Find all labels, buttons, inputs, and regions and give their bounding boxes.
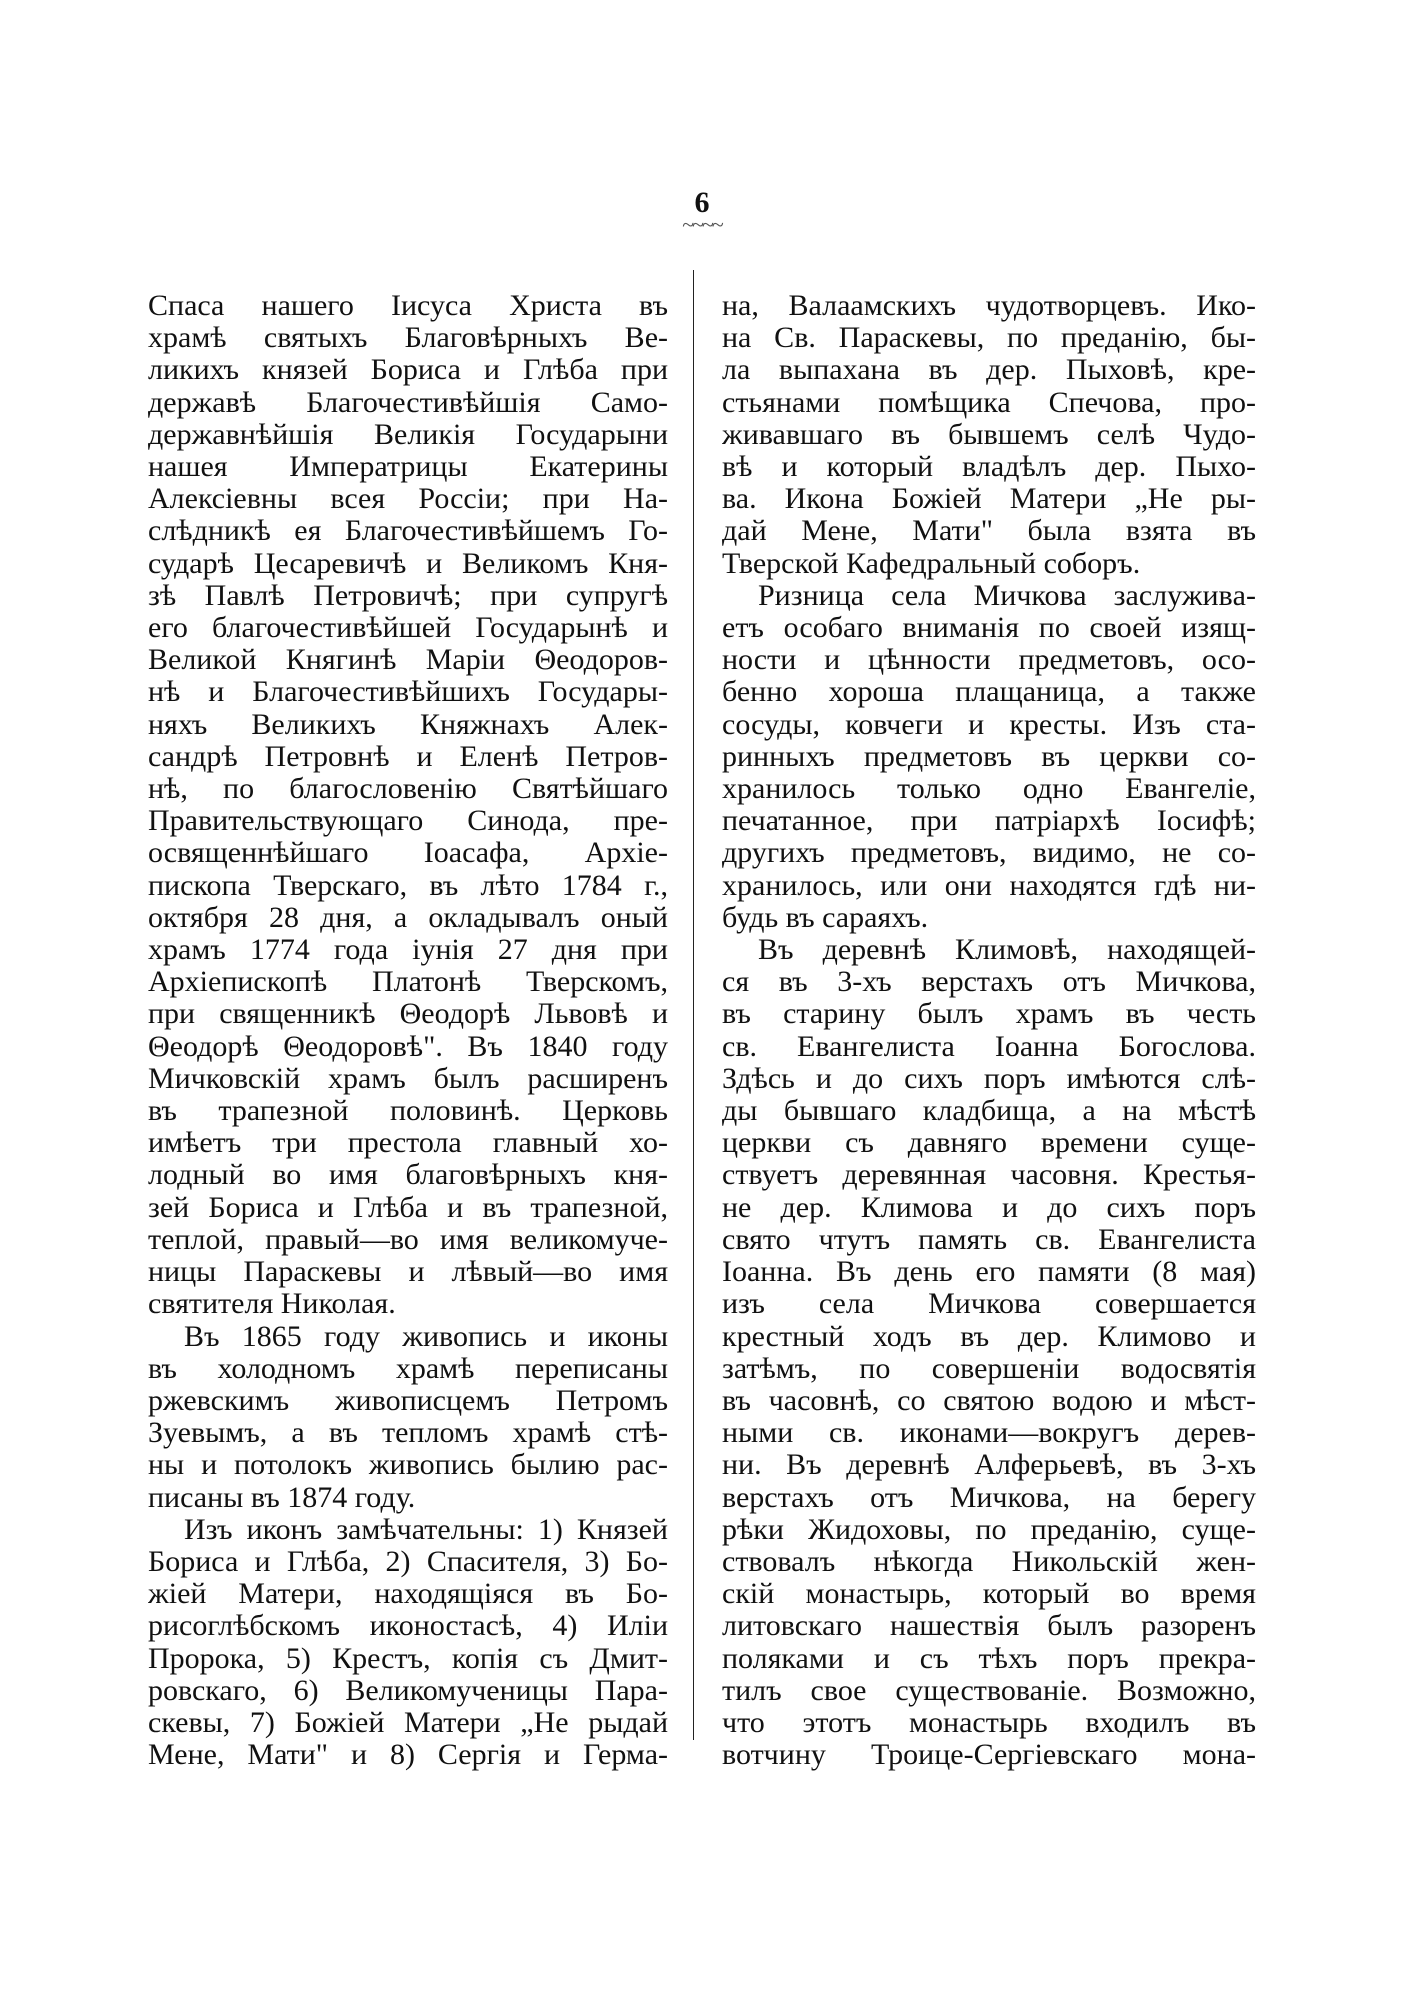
text-line: пископа Тверскаго, въ лѣто 1784 г., — [148, 869, 668, 902]
text-line: другихъ предметовъ, видимо, не со- — [722, 837, 1256, 870]
text-line: храмъ 1774 года іунія 27 дня при — [148, 934, 668, 967]
text-line: Зуевымъ, а въ тепломъ храмѣ стѣ- — [148, 1417, 668, 1450]
text-line: сандрѣ Петровнѣ и Еленѣ Петров- — [148, 740, 668, 773]
text-line: ницы Параскевы и лѣвый—во имя — [148, 1256, 668, 1289]
text-line: тилъ свое существованіе. Возможно, — [722, 1674, 1256, 1707]
text-line: затѣмъ, по совершеніи водосвятія — [722, 1352, 1256, 1385]
text-line: Тверской Кафедральный соборъ. — [722, 547, 1141, 580]
text-line: Въ 1865 году живопись и иконы — [184, 1320, 668, 1353]
text-line: Θеодорѣ Θеодоровѣ". Въ 1840 году — [148, 1030, 668, 1063]
text-line: печатанное, при патріархѣ Іосифѣ; — [722, 805, 1256, 838]
text-line: державѣ Благочестивѣйшія Само- — [148, 386, 668, 419]
text-line: рисоглѣбскомъ иконостасѣ, 4) Иліи — [148, 1610, 668, 1643]
text-line: дай Мене, Мати" была взята въ — [722, 515, 1256, 548]
text-line: Правительствующаго Синода, пре- — [148, 805, 668, 838]
text-line: крестный ходъ въ дер. Климово и — [722, 1320, 1256, 1353]
page-number: 6 — [694, 186, 710, 219]
text-line: ни. Въ деревнѣ Алферьевѣ, въ 3-хъ — [722, 1449, 1256, 1482]
left-column — [148, 290, 668, 1771]
text-line: державнѣйшія Великія Государыни — [148, 418, 668, 451]
text-line: литовскаго нашествія былъ разоренъ — [722, 1610, 1256, 1643]
text-line: нѣ, по благословенію Святѣйшаго — [148, 773, 668, 806]
text-line: ла выпахана въ дер. Пыховѣ, кре- — [722, 354, 1256, 387]
text-line: Мичковскій храмъ былъ расширенъ — [148, 1062, 668, 1095]
text-line: на Св. Параскевы, по преданію, бы- — [722, 322, 1256, 355]
text-line: октября 28 дня, а окладывалъ оный — [148, 901, 668, 934]
column-divider — [693, 270, 694, 1740]
text-line: вѣ и который владѣлъ дер. Пыхо- — [722, 451, 1256, 484]
text-line: сударѣ Цесаревичѣ и Великомъ Кня- — [148, 547, 668, 580]
text-line: Изъ иконъ замѣчательны: 1) Князей — [184, 1513, 668, 1546]
text-line: въ трапезной половинѣ. Церковь — [148, 1095, 668, 1128]
text-line: верстахъ отъ Мичкова, на берегу — [722, 1481, 1256, 1514]
text-line: стьянами помѣщика Спечова, про- — [722, 386, 1256, 419]
text-line: ными св. иконами—вокругъ дерев- — [722, 1417, 1256, 1450]
text-line: ржевскимъ живописцемъ Петромъ — [148, 1384, 668, 1417]
text-line: на, Валаамскихъ чудотворцевъ. Ико- — [722, 290, 1256, 322]
text-line: сосуды, ковчеги и кресты. Изъ ста- — [722, 708, 1256, 741]
page-number-ornament: ~~~~ — [682, 212, 722, 237]
text-line: Пророка, 5) Крестъ, копія съ Дмит- — [148, 1642, 668, 1675]
text-line: хранилось, или они находятся гдѣ ни- — [722, 869, 1256, 902]
text-line: писаны въ 1874 году. — [148, 1481, 416, 1514]
text-line: нѣ и Благочестивѣйшихъ Государы- — [148, 676, 668, 709]
text-line: няхъ Великихъ Княжнахъ Алек- — [148, 708, 668, 741]
text-line: теплой, правый—во имя великомуче- — [148, 1223, 668, 1256]
text-line: свято чтутъ память св. Евангелиста — [722, 1223, 1256, 1256]
text-line: рѣки Жидоховы, по преданію, суще- — [722, 1513, 1256, 1546]
text-line: Великой Княгинѣ Маріи Θеодоров- — [148, 644, 668, 677]
text-line: въ холодномъ храмѣ переписаны — [148, 1352, 668, 1385]
text-line: Здѣсь и до сихъ поръ имѣются слѣ- — [722, 1062, 1256, 1095]
text-line: ды бывшаго кладбища, а на мѣстѣ — [722, 1095, 1256, 1128]
text-line: въ часовнѣ, со святою водою и мѣст- — [722, 1384, 1256, 1417]
text-line: Въ деревнѣ Климовѣ, находящей- — [758, 934, 1256, 967]
text-line: слѣдникѣ ея Благочестивѣйшемъ Го- — [148, 515, 668, 548]
text-line: ринныхъ предметовъ въ церкви со- — [722, 740, 1256, 773]
text-line: живавшаго въ бывшемъ селѣ Чудо- — [722, 418, 1256, 451]
text-line: ствуетъ деревянная часовня. Крестья- — [722, 1159, 1256, 1192]
text-line: скій монастырь, который во время — [722, 1578, 1256, 1611]
text-line: Архіепископѣ Платонѣ Тверскомъ, — [148, 966, 668, 999]
text-line: святителя Николая. — [148, 1288, 396, 1321]
text-line: поляками и съ тѣхъ поръ прекра- — [722, 1642, 1256, 1675]
text-line: ности и цѣнности предметовъ, осо- — [722, 644, 1256, 677]
text-line: ны и потолокъ живопись былию рас- — [148, 1449, 668, 1482]
text-line: не дер. Климова и до сихъ поръ — [722, 1191, 1256, 1224]
text-line: ва. Икона Божіей Матери „Не ры- — [722, 483, 1256, 516]
text-line: будь въ сараяхъ. — [722, 901, 929, 934]
text-line: лодный во имя благовѣрныхъ кня- — [148, 1159, 668, 1192]
text-line: ствовалъ нѣкогда Никольскій жен- — [722, 1545, 1256, 1578]
text-line: бенно хороша плащаница, а также — [722, 676, 1256, 709]
text-line: Спаса нашего Іисуса Христа въ — [148, 290, 668, 322]
text-line: св. Евангелиста Іоанна Богослова. — [722, 1030, 1256, 1063]
text-line: ликихъ князей Бориса и Глѣба при — [148, 354, 668, 387]
text-line: церкви съ давняго времени суще- — [722, 1127, 1256, 1160]
text-line: Бориса и Глѣба, 2) Спасителя, 3) Бо- — [148, 1545, 668, 1578]
text-line: Мене, Мати" и 8) Сергія и Герма- — [148, 1739, 668, 1772]
text-line: его благочестивѣйшей Государынѣ и — [148, 612, 668, 645]
text-line: Іоанна. Въ день его памяти (8 мая) — [722, 1256, 1256, 1289]
text-line: ся въ 3-хъ верстахъ отъ Мичкова, — [722, 966, 1256, 999]
text-line: зей Бориса и Глѣба и въ трапезной, — [148, 1191, 668, 1224]
text-line: етъ особаго вниманія по своей изящ- — [722, 612, 1256, 645]
text-line: при священникѣ Θеодорѣ Львовѣ и — [148, 998, 668, 1031]
text-line: Ризница села Мичкова заслуживa- — [758, 579, 1256, 612]
text-line: зѣ Павлѣ Петровичѣ; при супругѣ — [148, 579, 668, 612]
text-line: освященнѣйшаго Іоасафа, Архіе- — [148, 837, 668, 870]
text-line: въ старину былъ храмъ въ честь — [722, 998, 1256, 1031]
text-line: хранилось только одно Евангеліе, — [722, 773, 1256, 806]
text-line: изъ села Мичкова совершается — [722, 1288, 1256, 1321]
right-column — [722, 290, 1256, 1771]
text-line: нашея Императрицы Екатерины — [148, 451, 668, 484]
text-line: Алексіевны всея Россіи; при На- — [148, 483, 668, 516]
text-line: скевы, 7) Божіей Матери „Не рыдай — [148, 1706, 668, 1739]
text-line: имѣетъ три престола главный хо- — [148, 1127, 668, 1160]
text-line: что этотъ монастырь входилъ въ — [722, 1706, 1256, 1739]
text-line: храмѣ святыхъ Благовѣрныхъ Ве- — [148, 322, 668, 355]
text-line: ровскаго, 6) Великомученицы Пара- — [148, 1674, 668, 1707]
text-line: жіей Матери, находящіяся въ Бо- — [148, 1578, 668, 1611]
text-line: вотчину Троице-Сергіевскаго мона- — [722, 1739, 1256, 1772]
